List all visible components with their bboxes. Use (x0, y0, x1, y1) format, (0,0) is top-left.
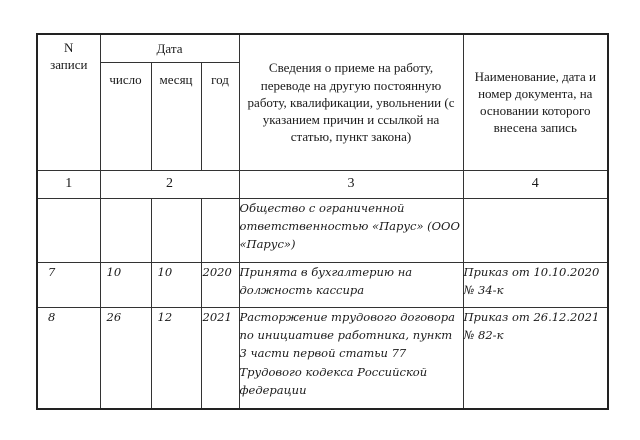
header-month (151, 62, 201, 170)
month-cell: 12 (151, 307, 201, 409)
month-cell: 10 (151, 262, 201, 307)
document-cell: Приказ от 26.12.2021 № 82-к (463, 307, 608, 409)
header-info (239, 34, 463, 170)
header-date-label: Дата (156, 40, 183, 56)
header-record-number (37, 34, 100, 170)
column-number-3: 3 (239, 170, 463, 198)
work-record-table (36, 33, 609, 410)
info-cell: Общество с ограниченной ответственностью «Парус» (ООО «Парус») (239, 198, 463, 262)
document-cell: Приказ от 10.10.2020 № 34-к (463, 262, 608, 307)
header-record-number-label: N записи (50, 40, 88, 73)
record-number-cell: 8 (37, 307, 100, 409)
header-day-label: число (109, 71, 142, 87)
table-row (37, 307, 608, 409)
document-cell (463, 198, 608, 262)
info-cell: Принята в бухгалтерию на должность кассира (239, 262, 463, 307)
month-cell (151, 198, 201, 262)
year-cell (201, 198, 239, 262)
header-date (100, 34, 239, 62)
header-month-label: месяц (159, 71, 193, 87)
header-day (100, 62, 151, 170)
header-year-label: год (211, 71, 229, 87)
header-document-label: Наименование, дата и номер документа, на основании которого внесена запись (474, 68, 596, 136)
year-cell: 2021 (201, 307, 239, 409)
column-number-2: 2 (100, 170, 239, 198)
column-number-1: 1 (37, 170, 100, 198)
year-cell: 2020 (201, 262, 239, 307)
info-cell: Расторжение трудового договора по инициативе работника, пункт 3 части первой статьи 77 Трудового кодекса Российской федерации (239, 307, 463, 409)
table-row (37, 198, 608, 262)
day-cell: 10 (100, 262, 151, 307)
day-cell: 26 (100, 307, 151, 409)
header-document (463, 34, 608, 170)
header-info-label: Сведения о приеме на работу, переводе на другую постоянную работу, квалификации, увольнении (с указанием причин и ссылкой на статью, пункт закона) (247, 60, 455, 144)
header-year (201, 62, 239, 170)
table-row (37, 262, 608, 307)
record-number-cell: 7 (37, 262, 100, 307)
record-number-cell (37, 198, 100, 262)
day-cell (100, 198, 151, 262)
column-number-4: 4 (463, 170, 608, 198)
